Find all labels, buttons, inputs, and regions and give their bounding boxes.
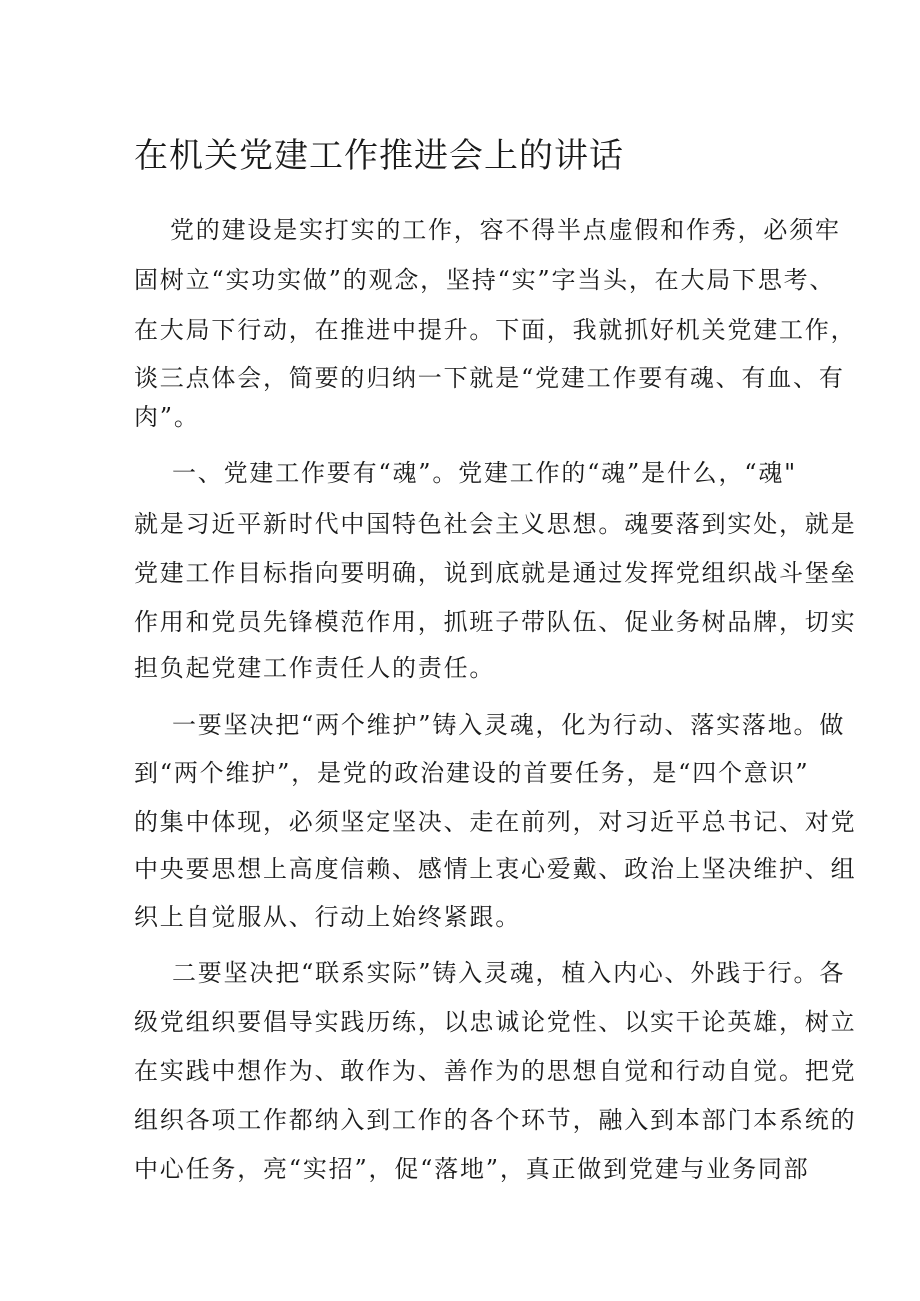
body-line: 二要坚决把“联系实际”铸入灵魂，植入内心、外践于行。各 [172, 959, 846, 987]
body-line: 组织各项工作都纳入到工作的各个环节，融入到本部门本系统的 [134, 1106, 857, 1134]
body-line: 党建工作目标指向要明确，说到底就是通过发挥党组织战斗堡垒 [134, 559, 857, 587]
body-line: 就是习近平新时代中国特色社会主义思想。魂要落到实处，就是 [134, 510, 857, 538]
body-line: 固树立“实功实做”的观念，坚持“实”字当头，在大局下思考、 [134, 266, 836, 294]
body-line: 在实践中想作为、敢作为、善作为的思想自觉和行动自觉。把党 [134, 1057, 857, 1085]
body-line: 中心任务，亮“实招”，促“落地”，真正做到党建与业务同部 [134, 1155, 810, 1183]
body-line: 作用和党员先锋模范作用，抓班子带队伍、促业务树品牌，切实 [134, 608, 857, 636]
body-line: 在大局下行动，在推进中提升。下面，我就抓好机关党建工作， [134, 316, 857, 344]
body-line: 一、党建工作要有“魂”。党建工作的“魂”是什么，“魂" [172, 459, 797, 487]
body-line: 担负起党建工作责任人的责任。 [134, 654, 496, 682]
body-line: 中央要思想上高度信赖、感情上衷心爱戴、政治上坚决维护、组 [134, 855, 857, 883]
body-line: 的集中体现，必须坚定坚决、走在前列，对习近平总书记、对党 [134, 808, 857, 836]
body-line: 党的建设是实打实的工作，容不得半点虚假和作秀，必须牢 [170, 216, 841, 244]
body-line: 肉”。 [134, 403, 200, 431]
body-line: 一要坚决把“两个维护”铸入灵魂，化为行动、落实落地。做 [172, 711, 846, 739]
body-line: 级党组织要倡导实践历练，以忠诚论党性、以实干论英雄，树立 [134, 1008, 857, 1036]
body-line: 织上自觉服从、行动上始终紧跟。 [134, 903, 521, 931]
body-line: 到“两个维护”，是党的政治建设的首要任务，是“四个意识” [134, 759, 810, 787]
document-title: 在机关党建工作推进会上的讲话 [134, 136, 624, 176]
body-line: 谈三点体会，简要的归纳一下就是“党建工作要有魂、有血、有 [134, 364, 845, 392]
